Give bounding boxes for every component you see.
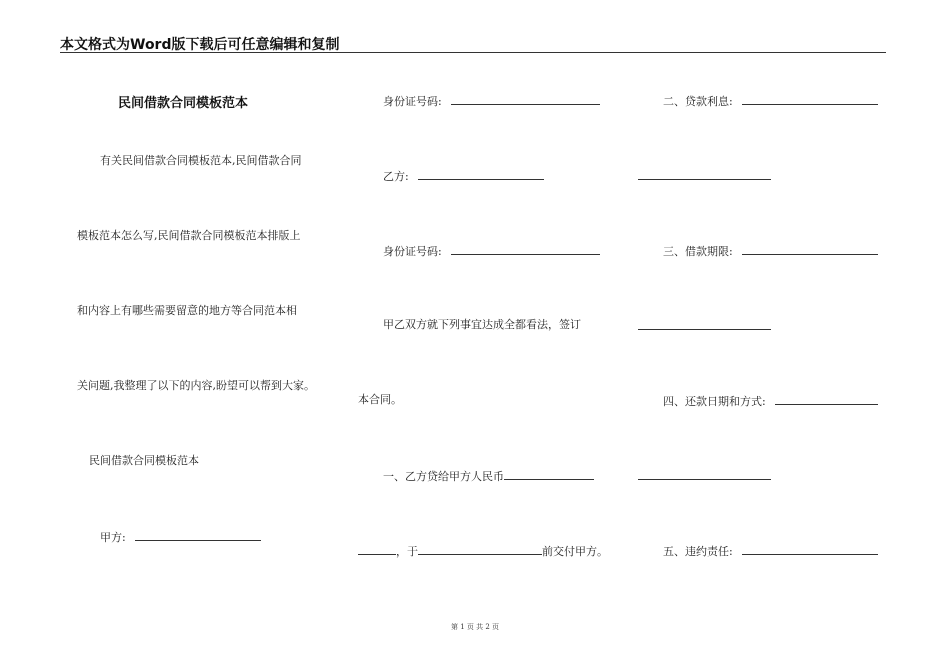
- party-b-row: [383, 168, 544, 184]
- term-blank: [742, 243, 878, 255]
- term-label: 三、借款期限:: [663, 245, 733, 258]
- clause-1-text: 一、乙方贷给甲方人民币: [383, 470, 504, 483]
- term-row: [663, 243, 878, 259]
- repay-blank-line-2: [638, 479, 771, 480]
- liability-blank: [742, 543, 878, 555]
- party-a-row: [100, 529, 261, 545]
- repay-row: [663, 393, 878, 409]
- intro-line-4: 关问题,我整理了以下的内容,盼望可以帮到大家。: [77, 379, 315, 392]
- liability-label: 五、违约责任:: [663, 545, 733, 558]
- interest-row: [663, 93, 878, 109]
- id-number-blank-2: [451, 243, 600, 255]
- clause-1-continuation: [358, 543, 608, 559]
- id-number-label-1: 身份证号码:: [383, 95, 442, 108]
- id-number-row-2: [383, 243, 600, 259]
- party-a-blank: [135, 529, 261, 541]
- header-rule: [60, 52, 886, 53]
- contract-subtitle: 民间借款合同模板范本: [89, 454, 199, 467]
- clause-1-cont-a: ，于: [396, 545, 418, 558]
- interest-blank: [742, 93, 878, 105]
- intro-line-3: 和内容上有哪些需要留意的地方等合同范本相: [77, 304, 297, 317]
- liability-row: [663, 543, 878, 559]
- intro-line-1: 有关民间借款合同模板范本,民间借款合同: [100, 154, 302, 167]
- repay-label: 四、还款日期和方式:: [663, 395, 766, 408]
- party-a-label: 甲方:: [100, 531, 126, 544]
- clause-1-row: [383, 468, 594, 484]
- id-number-row-1: [383, 93, 600, 109]
- agreement-line-1: 甲乙双方就下列事宜达成全都看法，签订: [383, 318, 581, 331]
- interest-blank-line-2: [638, 179, 771, 180]
- document-header: 本文格式为Word版下载后可任意编辑和复制: [60, 37, 340, 53]
- document-title: 民间借款合同模板范本: [118, 96, 249, 111]
- id-number-blank-1: [451, 93, 600, 105]
- amount-blank-2: [358, 543, 396, 555]
- agreement-line-2: 本合同。: [358, 393, 402, 406]
- page-number: 第 1 页 共 2 页: [450, 623, 500, 631]
- intro-line-2: 模板范本怎么写,民间借款合同模板范本排版上: [77, 229, 301, 242]
- clause-1-cont-b: 前交付甲方。: [542, 545, 608, 558]
- party-b-blank: [418, 168, 544, 180]
- interest-label: 二、贷款利息:: [663, 95, 733, 108]
- date-blank: [418, 543, 542, 555]
- term-blank-line-2: [638, 329, 771, 330]
- party-b-label: 乙方:: [383, 170, 409, 183]
- loan-amount-blank: [504, 468, 594, 480]
- repay-blank: [775, 393, 878, 405]
- id-number-label-2: 身份证号码:: [383, 245, 442, 258]
